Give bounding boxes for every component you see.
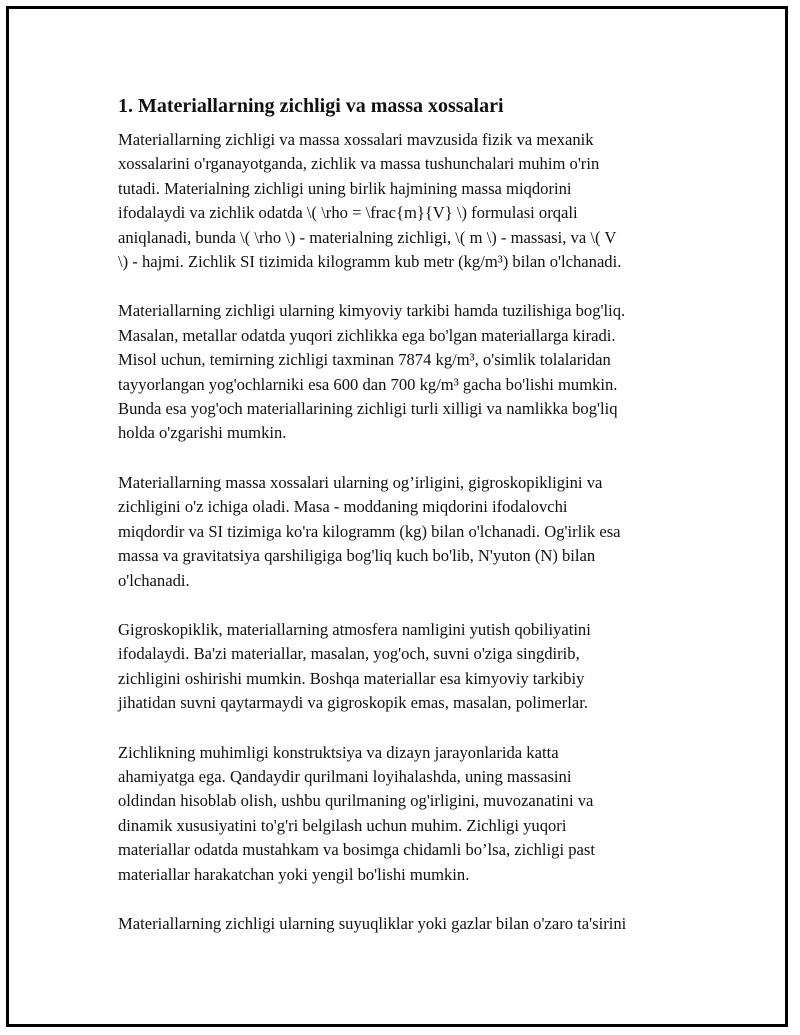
text-line: xossalarini o'rganayotganda, zichlik va massa tushunchalari muhim o'rin [118,154,600,174]
text-line: jihatidan suvni qaytarmaydi va gigroskopik emas, masalan, polimerlar. [118,693,589,713]
text-line: Materiallarning massa xossalari ularning og’irligini, gigroskopikligini va [118,472,603,492]
text-line: aniqlanadi, bunda \( \rho \) - materialning zichligi, \( m \) - massasi, va \( V [118,227,617,247]
text-line: massa va gravitatsiya qarshiligiga bog'liq kuch bo'lib, N'yuton (N) bilan [118,546,596,566]
text-line: zichligini oshirishi mumkin. Boshqa materiallar esa kimyoviy tarkibiy [118,668,585,688]
text-line: Gigroskopiklik, materiallarning atmosfera namligini yutish qobiliyatini [118,619,591,639]
text-line: tayyorlangan yog'ochlarniki esa 600 dan 700 kg/m³ gacha bo'lishi mumkin. [118,374,618,394]
text-line: holda o'zgarishi mumkin. [118,423,287,443]
text-line: materiallar harakatchan yoki yengil bo'lishi mumkin. [118,864,470,884]
text-line: oldindan hisoblab olish, ushbu qurilmaning og'irligini, muvozanatini va [118,791,594,811]
text-line: o'lchanadi. [118,570,190,590]
paragraph-5 [118,741,690,887]
document-body [118,92,690,961]
paragraph-2 [118,299,690,445]
text-line: dinamik xususiyatini to'g'ri belgilash uchun muhim. Zichligi yuqori [118,815,567,835]
text-line: Bunda esa yog'och materiallarining zichligi turli xilligi va namlikka bog'liq [118,399,618,419]
paragraph-6 [118,912,690,936]
text-line: Masalan, metallar odatda yuqori zichlikka ega bo'lgan materiallarga kiradi. [118,325,616,345]
text-line: Materiallarning zichligi va massa xossalari mavzusida fizik va mexanik [118,130,594,149]
text-line: Materiallarning zichligi ularning kimyoviy tarkibi hamda tuzilishiga bog'liq. [118,301,626,321]
text-line: Materiallarning zichligi ularning suyuqliklar yoki gazlar bilan o'zaro ta'sirini [118,913,627,933]
text-line: miqdordir va SI tizimiga ko'ra kilogramm (kg) bilan o'lchanadi. Og'irlik esa [118,521,621,541]
text-line: zichligini o'z ichiga oladi. Masa - moddaning miqdorini ifodalovchi [118,497,568,517]
text-line: ifodalaydi va zichlik odatda \( \rho = \frac{m}{V} \) formulasi orqali [118,203,578,223]
text-line: materiallar odatda mustahkam va bosimga chidamli bo’lsa, zichligi past [118,840,595,860]
text-line: ifodalaydi. Ba'zi materiallar, masalan, yog'och, suvni o'ziga singdirib, [118,644,580,664]
section-heading: 1. Materiallarning zichligi va massa xossalari [118,95,504,117]
paragraph-3 [118,471,690,593]
text-line: Zichlikning muhimligi konstruktsiya va dizayn jarayonlarida katta [118,742,559,762]
text-line: Misol uchun, temirning zichligi taxminan 7874 kg/m³, o'simlik tolalaridan [118,350,611,370]
paragraph-1 [118,128,690,274]
paragraph-4 [118,618,690,716]
text-line: \) - hajmi. Zichlik SI tizimida kilogramm kub metr (kg/m³) bilan o'lchanadi. [118,252,622,272]
text-line: ahamiyatga ega. Qandaydir qurilmani loyihalashda, uning massasini [118,766,572,786]
text-line: tutadi. Materialning zichligi uning birlik hajmining massa miqdorini [118,178,572,198]
